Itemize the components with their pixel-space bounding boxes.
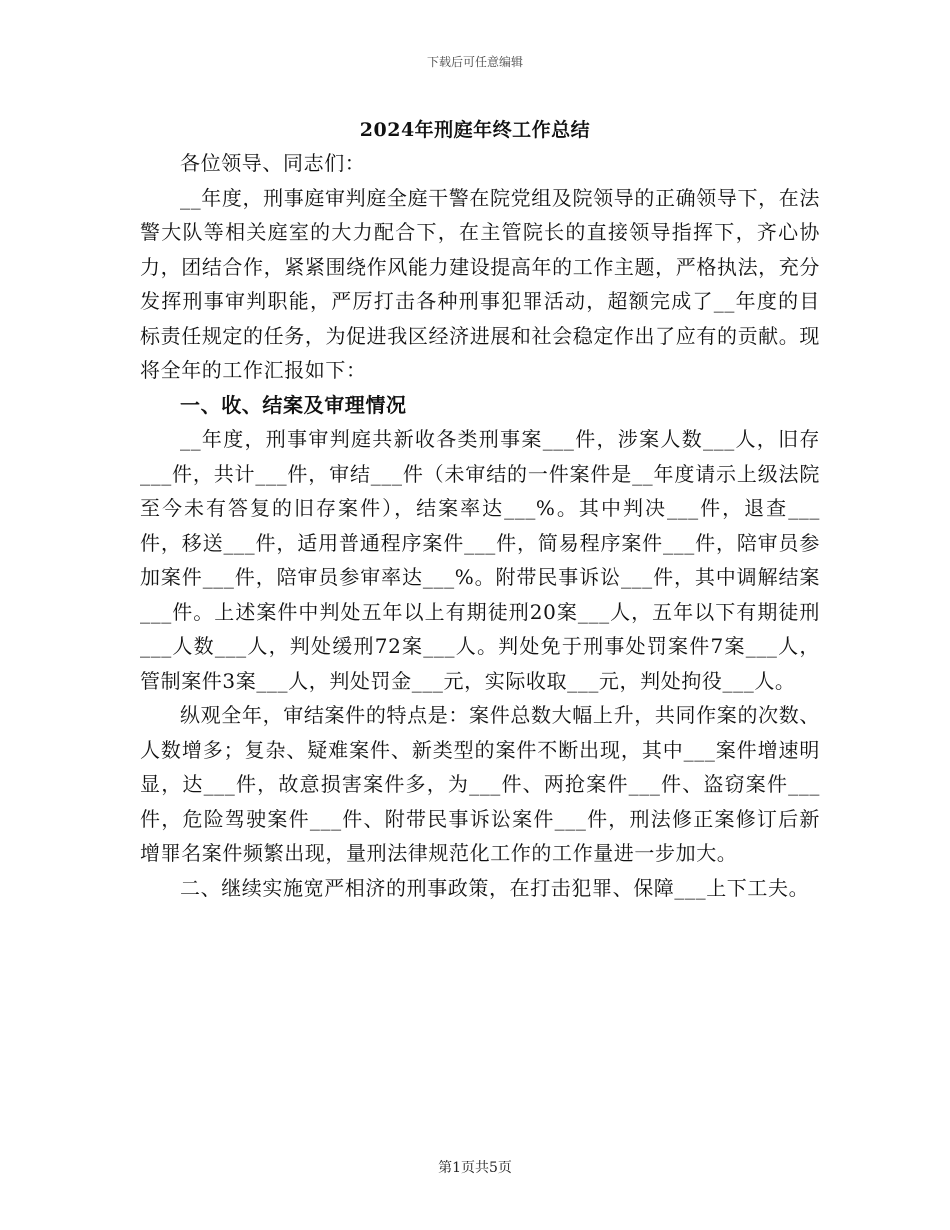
section-heading-2: 二、继续实施宽严相济的刑事政策，在打击犯罪、保障___上下工夫。 (180, 875, 810, 900)
paragraph-case-features: 纵观全年，审结案件的特点是：案件总数大幅上升，共同作案的次数、人数增多；复杂、疑难案件、新类型的案件不断出现，其中___案件增速明显，达___件，故意损害案件多，为___件、两抢案件___件、盗窃案件___件，危险驾驶案件___件、附带民事诉讼案件___件，刑法修正案修订后新增罪名案件频繁出现，量刑法律规范化工作的工作量进一步加大。 (140, 703, 820, 865)
salutation: 各位领导、同志们： (180, 151, 366, 175)
page-header-note: 下载后可任意编辑 (426, 55, 523, 69)
section-heading-1: 一、收、结案及审理情况 (180, 392, 407, 417)
paragraph-intro: __年度，刑事庭审判庭全庭干警在院党组及院领导的正确领导下，在法警大队等相关庭室的大力配合下，在主管院长的直接领导指挥下，齐心协力，团结合作，紧紧围绕作风能力建设提高年的工作主题，严格执法，充分发挥刑事审判职能，严厉打击各种刑事犯罪活动，超额完成了__年度的目标责任规定的任务，为促进我区经济进展和社会稳定作出了应有的贡献。现将全年的工作汇报如下： (140, 185, 820, 382)
document-body (140, 146, 820, 905)
paragraph-case-stats: __年度，刑事审判庭共新收各类刑事案___件，涉案人数___人，旧存___件，共计___件，审结___件（未审结的一件案件是__年度请示上级法院至今未有答复的旧存案件），结案率达___%。其中判决___件，退查___件，移送___件，适用普通程序案件___件，简易程序案件___件，陪审员参加案件___件，陪审员参审率达___%。附带民事诉讼___件，其中调解结案___件。上述案件中判处五年以上有期徒刑20案___人，五年以下有期徒刑___人数___人，判处缓刑72案___人。判处免于刑事处罚案件7案___人，管制案件3案___人，判处罚金___元，实际收取___元，判处拘役___人。 (140, 427, 820, 693)
page-number: 第1页共5页 (438, 1160, 512, 1176)
document-title: 2024年刑庭年终工作总结 (359, 119, 591, 141)
